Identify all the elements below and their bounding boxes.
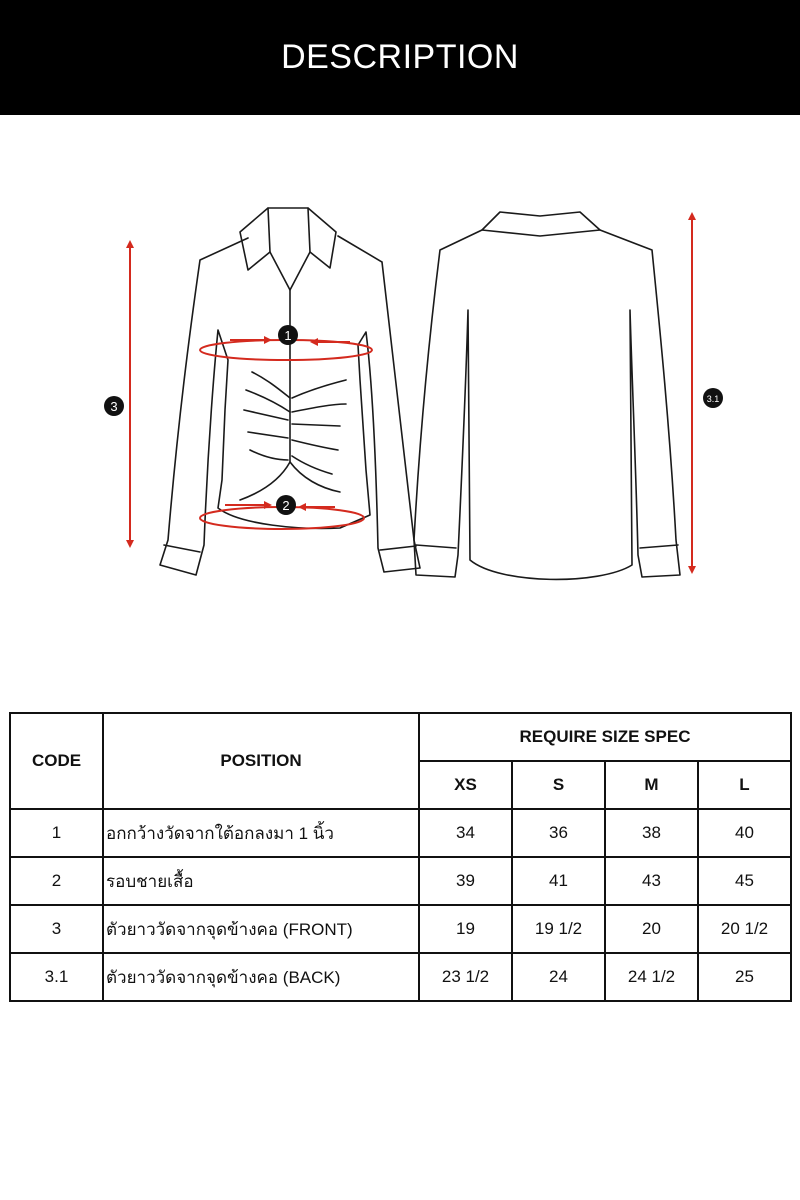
row-value-l: 45 [698,857,791,905]
back-shirt-illustration [414,212,680,579]
table-row [10,905,791,953]
svg-text:2: 2 [282,498,290,513]
marker-1 [278,325,298,345]
svg-text:1: 1 [284,328,292,343]
table-row [10,953,791,1001]
row-code: 3 [10,905,103,953]
row-value-s: 41 [512,857,605,905]
svg-text:3: 3 [110,399,118,414]
header-bar [0,0,800,115]
row-position: ตัวยาววัดจากจุดข้างคอ (BACK) [103,953,419,1001]
row-code: 2 [10,857,103,905]
row-value-s: 36 [512,809,605,857]
marker-3-1 [703,388,723,408]
size-header-m: M [605,761,698,809]
marker-2 [276,495,296,515]
row-value-xs: 34 [419,809,512,857]
svg-text:3.1: 3.1 [706,394,720,404]
row-position: อกกว้างวัดจากใต้อกลงมา 1 นิ้ว [103,809,419,857]
table-row [10,809,791,857]
size-header-s: S [512,761,605,809]
size-header-xs: XS [419,761,512,809]
row-value-m: 24 1/2 [605,953,698,1001]
row-value-l: 25 [698,953,791,1001]
row-value-m: 43 [605,857,698,905]
row-value-m: 38 [605,809,698,857]
row-value-m: 20 [605,905,698,953]
row-value-l: 40 [698,809,791,857]
garment-diagram [0,115,800,675]
size-spec-table [9,712,792,1002]
row-value-xs: 19 [419,905,512,953]
row-value-s: 19 1/2 [512,905,605,953]
row-position: รอบชายเสื้อ [103,857,419,905]
header-code: CODE [10,713,103,809]
row-value-l: 20 1/2 [698,905,791,953]
header-require-size-spec: REQUIRE SIZE SPEC [419,713,791,761]
row-value-xs: 39 [419,857,512,905]
header-position: POSITION [103,713,419,809]
size-header-l: L [698,761,791,809]
row-value-xs: 23 1/2 [419,953,512,1001]
row-value-s: 24 [512,953,605,1001]
row-code: 3.1 [10,953,103,1001]
page-title: DESCRIPTION [281,38,519,76]
row-code: 1 [10,809,103,857]
table-row [10,857,791,905]
front-shirt-illustration [160,208,420,575]
row-position: ตัวยาววัดจากจุดข้างคอ (FRONT) [103,905,419,953]
marker-3 [104,396,124,416]
